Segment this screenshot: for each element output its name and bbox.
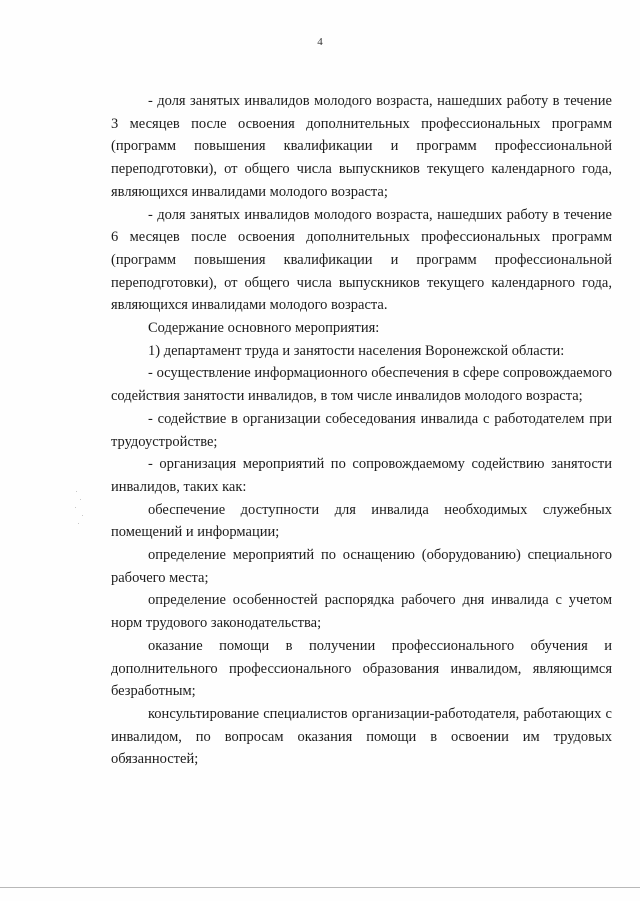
page-number: 4 [317,36,323,48]
paragraph-indicator-6-months: - доля занятых инвалидов молодого возраста, нашедших работу в течение 6 месяцев после освоения дополнительных профессиональных программ (программ повышения квалификации и программ профессиональной переподготовки), от общего числа выпускников текущего календарного года, являющихся инвалидами молодого возраста. [111,206,612,314]
paragraph-support-activities: - организация мероприятий по сопровождаемому содействию занятости инвалидов, таких как: [111,456,612,495]
paragraph-indicator-3-months: - доля занятых инвалидов молодого возраста, нашедших работу в течение 3 месяцев после освоения дополнительных профессиональных программ (программ повышения квалификации и программ профессиональной переподготовки), от общего числа выпускников текущего календарного года, являющихся инвалидами молодого возраста; [111,93,612,200]
paragraph-workplace-equipment: определение мероприятий по оснащению (оборудованию) специального рабочего места; [111,547,612,586]
paragraph-employer-consulting: консультирование специалистов организации-работодателя, работающих с инвалидом, по вопросам оказания помощи в освоении им трудовых обязанностей; [111,705,612,768]
paragraph-accessibility: обеспечение доступности для инвалида необходимых служебных помещений и информации; [111,501,612,541]
paragraph-department-heading: 1) департамент труда и занятости населения Воронежской области: [148,342,565,359]
scan-artifact [74,488,84,528]
paragraph-training-assistance: оказание помощи в получении профессионального обучения и дополнительного профессионального образования инвалидом, являющимся безработным; [111,637,612,700]
page-bottom-edge [0,887,640,888]
paragraph-work-schedule: определение особенностей распорядка рабочего дня инвалида с учетом норм трудового законодательства; [111,592,612,632]
document-body [111,90,612,771]
paragraph-interview-assistance: - содействие в организации собеседования инвалида с работодателем при трудоустройстве; [111,410,612,450]
paragraph-measure-content-heading: Содержание основного мероприятия: [148,320,380,337]
paragraph-information-support: - осуществление информационного обеспечения в сфере сопровождаемого содействия занятости инвалидов, в том числе инвалидов молодого возраста; [111,365,612,405]
